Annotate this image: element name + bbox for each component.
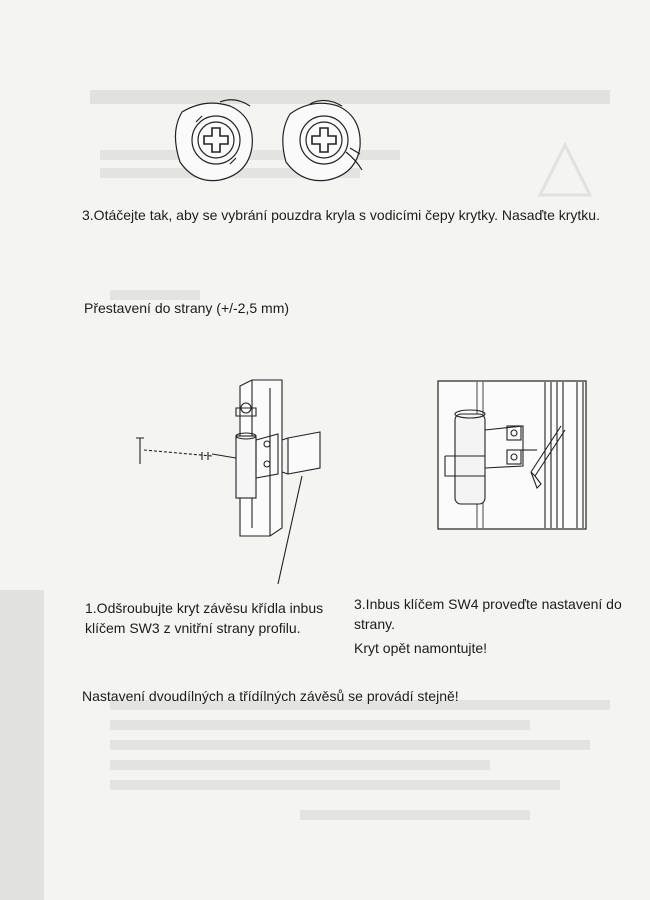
step3-instruction-top: 3.Otáčejte tak, aby se vybrání pouzdra kryla s vodicími čepy krytky. Nasaďte krytku.: [82, 207, 600, 223]
bush-cover-illustration: [160, 92, 380, 192]
multi-part-hinge-note: Nastavení dvoudílných a třídílných závěsů se provádí stejně!: [82, 688, 459, 704]
cover-remount-note: Kryt opět namontujte!: [354, 640, 488, 656]
side-tab-strip: [0, 590, 44, 900]
lateral-adjustment-heading: Přestavení do strany (+/-2,5 mm): [84, 300, 290, 316]
step3-instruction-bottom: 3.Inbus klíčem SW4 proveďte nastavení do strany.: [354, 596, 622, 632]
hinge-sw3-illustration: [132, 378, 342, 593]
step1-instruction: 1.Odšroubujte kryt závěsu křídla inbus klíčem SW3 z vnitřní strany profilu.: [85, 600, 324, 636]
hinge-sw4-illustration: [437, 380, 587, 530]
